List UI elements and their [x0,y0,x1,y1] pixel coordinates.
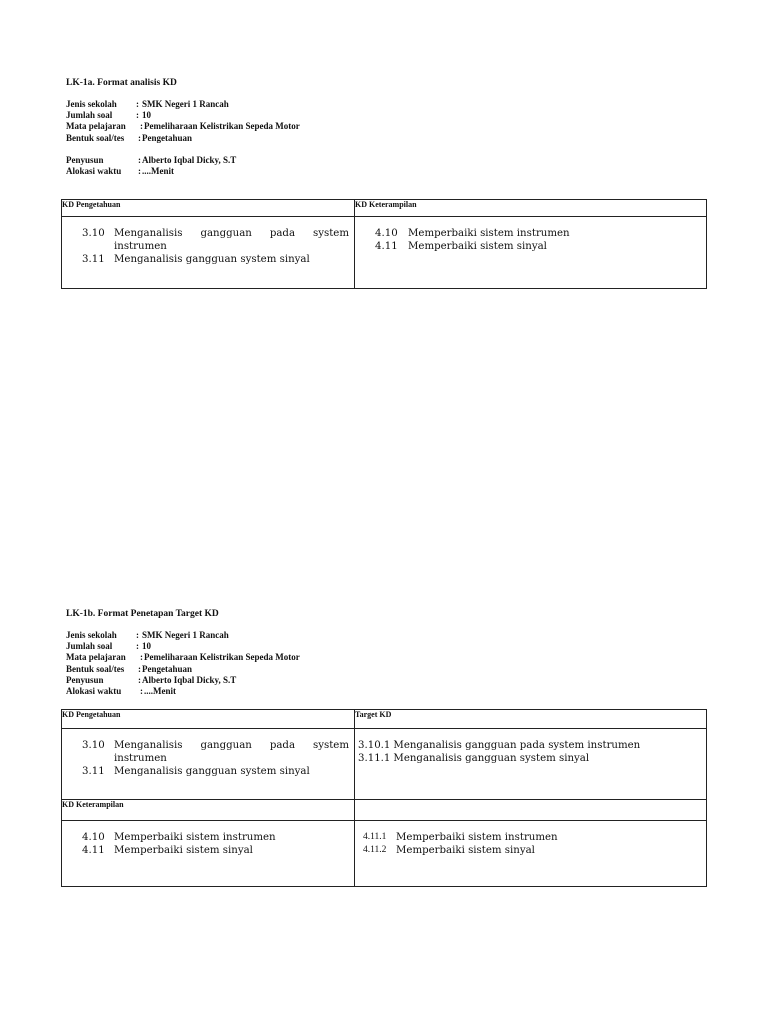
item-number: 4.10 [375,228,398,239]
meta-row-jenis-sekolah [66,630,300,641]
meta-key: Penyusun [66,674,104,685]
list-item [363,844,702,857]
meta-value: 10 [142,110,151,121]
lk1a-meta [66,99,300,177]
meta-key: Alokasi waktu [66,686,122,697]
list-item [82,227,349,253]
item-number: 3.10 [82,740,105,751]
item-text: Memperbaiki sistem sinyal [114,845,253,857]
meta-value: Pemeliharaan Kelistrikan Sepeda Motor [144,652,300,663]
cell-kd-pengetahuan [62,729,355,800]
list-item [82,253,349,266]
meta-key: Alokasi waktu [66,166,122,177]
meta-sep: : [136,99,139,109]
item-number: 4.11.2 [363,845,387,856]
header-kd-pengetahuan: KD Pengetahuan [62,200,355,217]
cell-kd-keterampilan [355,217,707,289]
meta-row-mata-pelajaran [66,652,300,663]
list-item [363,831,702,844]
item-number: 3.11.1 [358,753,391,765]
meta-key: Jumlah soal [66,641,113,652]
meta-row-bentuk-soal [66,133,300,144]
cell-kd-keterampilan [62,821,355,887]
lk1a-title: LK-1a. Format analisis KD [66,78,177,88]
item-number: 3.10 [82,228,105,239]
meta-row-alokasi-waktu [66,686,300,697]
item-number: 4.11 [82,845,105,857]
item-number: 4.11 [375,241,398,253]
meta-value: Pengetahuan [142,132,193,143]
item-text: Memperbaiki sistem instrumen [408,228,570,239]
meta-sep: : [138,154,141,165]
item-number: 4.11.1 [363,832,387,842]
list-item [82,739,349,765]
item-text: Menganalisis gangguan system sinyal [114,254,310,266]
meta-sep: : [140,686,143,697]
list-item [358,752,702,765]
item-text: Memperbaiki sistem instrumen [114,832,276,843]
item-text: Menganalisis gangguan pada system [114,740,349,751]
meta-value: ....Menit [142,166,174,177]
lk1b-table [61,709,707,887]
item-text: Memperbaiki sistem sinyal [408,241,547,253]
meta-value: SMK Negeri 1 Rancah [142,630,229,640]
lk1b-section [66,608,300,697]
meta-row-jumlah-soal [66,641,300,652]
lk1b-title: LK-1b. Format Penetapan Target KD [66,609,219,619]
cell-kd-pengetahuan [62,217,355,289]
meta-sep: : [136,630,139,640]
item-number: 4.10 [82,832,105,843]
item-text: Menganalisis gangguan pada system [114,228,349,239]
meta-row-penyusun [66,155,300,166]
meta-key: Jenis sekolah [66,99,117,109]
meta-sep: : [140,121,143,132]
meta-value: Alberto Iqbal Dicky, S.T [142,674,237,685]
item-text: Menganalisis gangguan system sinyal [393,753,590,765]
meta-value: Alberto Iqbal Dicky, S.T [142,154,237,165]
list-item [358,739,702,752]
meta-key: Mata pelajaran [66,121,126,132]
item-text-cont: instrumen [114,241,167,253]
meta-key: Bentuk soal/tes [66,132,125,143]
cell-target-pengetahuan [355,729,707,800]
list-item [82,844,349,857]
meta-row-jenis-sekolah [66,99,300,110]
meta-sep: : [138,132,141,143]
meta-value: 10 [142,641,151,652]
meta-row-alokasi-waktu [66,166,300,177]
meta-key: Bentuk soal/tes [66,663,125,674]
item-number: 3.11 [82,766,105,778]
lk1a-table [61,199,707,289]
cell-target-keterampilan [355,821,707,887]
item-text: Menganalisis gangguan pada system instrumen [393,740,641,751]
meta-row-mata-pelajaran [66,121,300,132]
meta-sep: : [138,166,141,177]
meta-value: SMK Negeri 1 Rancah [142,99,229,109]
meta-value: ....Menit [144,686,176,697]
item-number: 3.10.1 [358,740,391,751]
item-text: Memperbaiki sistem instrumen [396,832,558,843]
item-number: 3.11 [82,254,105,266]
item-text: Memperbaiki sistem sinyal [396,845,535,857]
lk1b-meta [66,630,300,697]
item-text: Menganalisis gangguan system sinyal [114,766,310,778]
meta-key: Mata pelajaran [66,652,126,663]
item-text-cont: instrumen [114,753,167,765]
meta-key: Jenis sekolah [66,630,117,640]
list-item [82,765,349,778]
meta-sep: : [140,652,143,663]
header-empty [355,800,707,821]
header-kd-keterampilan: KD Keterampilan [62,800,355,821]
meta-value: Pengetahuan [142,663,193,674]
meta-key: Jumlah soal [66,110,113,121]
list-item [375,240,701,253]
meta-sep: : [138,663,141,674]
meta-sep: : [136,110,139,121]
list-item [82,831,349,844]
meta-row-bentuk-soal [66,664,300,675]
meta-row-jumlah-soal [66,110,300,121]
header-kd-pengetahuan: KD Pengetahuan [62,710,355,729]
lk1a-section [66,77,300,177]
meta-sep: : [136,641,139,652]
header-kd-keterampilan: KD Keterampilan [355,200,707,217]
meta-sep: : [138,674,141,685]
meta-row-penyusun [66,675,300,686]
header-target-kd: Target KD [355,710,707,729]
list-item [375,227,701,240]
meta-value: Pemeliharaan Kelistrikan Sepeda Motor [144,121,300,132]
meta-key: Penyusun [66,154,104,165]
